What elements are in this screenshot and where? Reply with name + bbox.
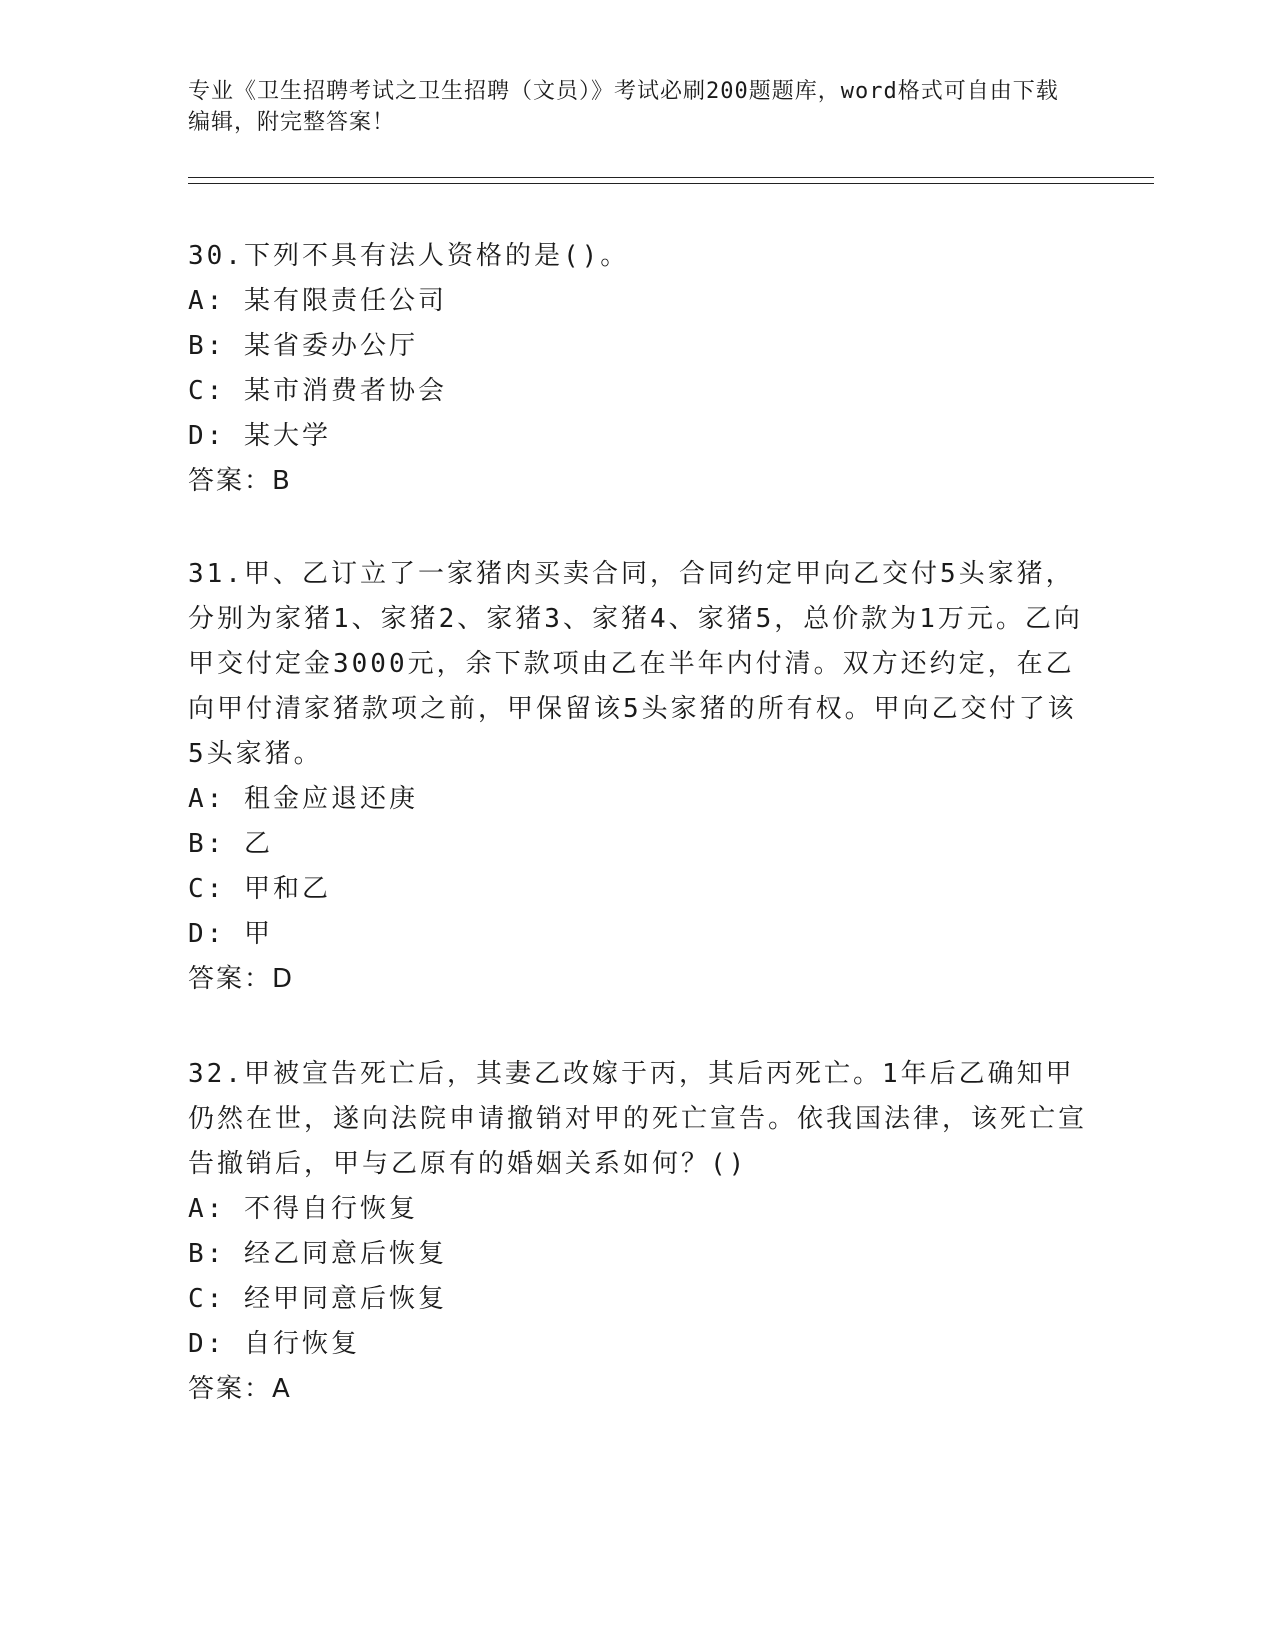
option-a: A: 不得自行恢复: [188, 1194, 418, 1224]
option-d: D: 甲: [188, 919, 273, 949]
option-b: B: 乙: [188, 829, 273, 859]
answer-line: 答案：A: [188, 1374, 292, 1404]
option-c: C: 甲和乙: [188, 874, 331, 904]
question-stem: 31.甲、乙订立了一家猪肉买卖合同，合同约定甲向乙交付5头家猪，分别为家猪1、家猪2、家猪3、家猪4、家猪5，总价款为1万元。乙向甲交付定金3000元，余下款项由乙在半年内付清。双方还约定，在乙向甲付清家猪款项之前，甲保留该5头家猪的所有权。甲向乙交付了该5头家猪。: [188, 559, 1083, 769]
question-30: [188, 234, 1088, 504]
answer-line: 答案：D: [188, 964, 295, 994]
document-header: 专业《卫生招聘考试之卫生招聘（文员）》考试必刷200题题库，word格式可自由下载编辑，附完整答案！: [188, 79, 1059, 135]
option-a: A: 某有限责任公司: [188, 286, 447, 316]
answer-line: 答案：B: [188, 466, 292, 496]
header-divider: [188, 177, 1154, 184]
option-b: B: 经乙同意后恢复: [188, 1239, 447, 1269]
option-a: A: 租金应退还庚: [188, 784, 418, 814]
option-d: D: 自行恢复: [188, 1329, 360, 1359]
question-32: [188, 1052, 1088, 1412]
option-c: C: 经甲同意后恢复: [188, 1284, 447, 1314]
option-c: C: 某市消费者协会: [188, 376, 447, 406]
option-b: B: 某省委办公厅: [188, 331, 418, 361]
question-stem: 30.下列不具有法人资格的是()。: [188, 241, 630, 271]
question-31: [188, 552, 1088, 1002]
option-d: D: 某大学: [188, 421, 331, 451]
question-stem: 32.甲被宣告死亡后，其妻乙改嫁于丙，其后丙死亡。1年后乙确知甲仍然在世，遂向法院申请撤销对甲的死亡宣告。依我国法律，该死亡宣告撤销后，甲与乙原有的婚姻关系如何？(): [188, 1059, 1088, 1179]
